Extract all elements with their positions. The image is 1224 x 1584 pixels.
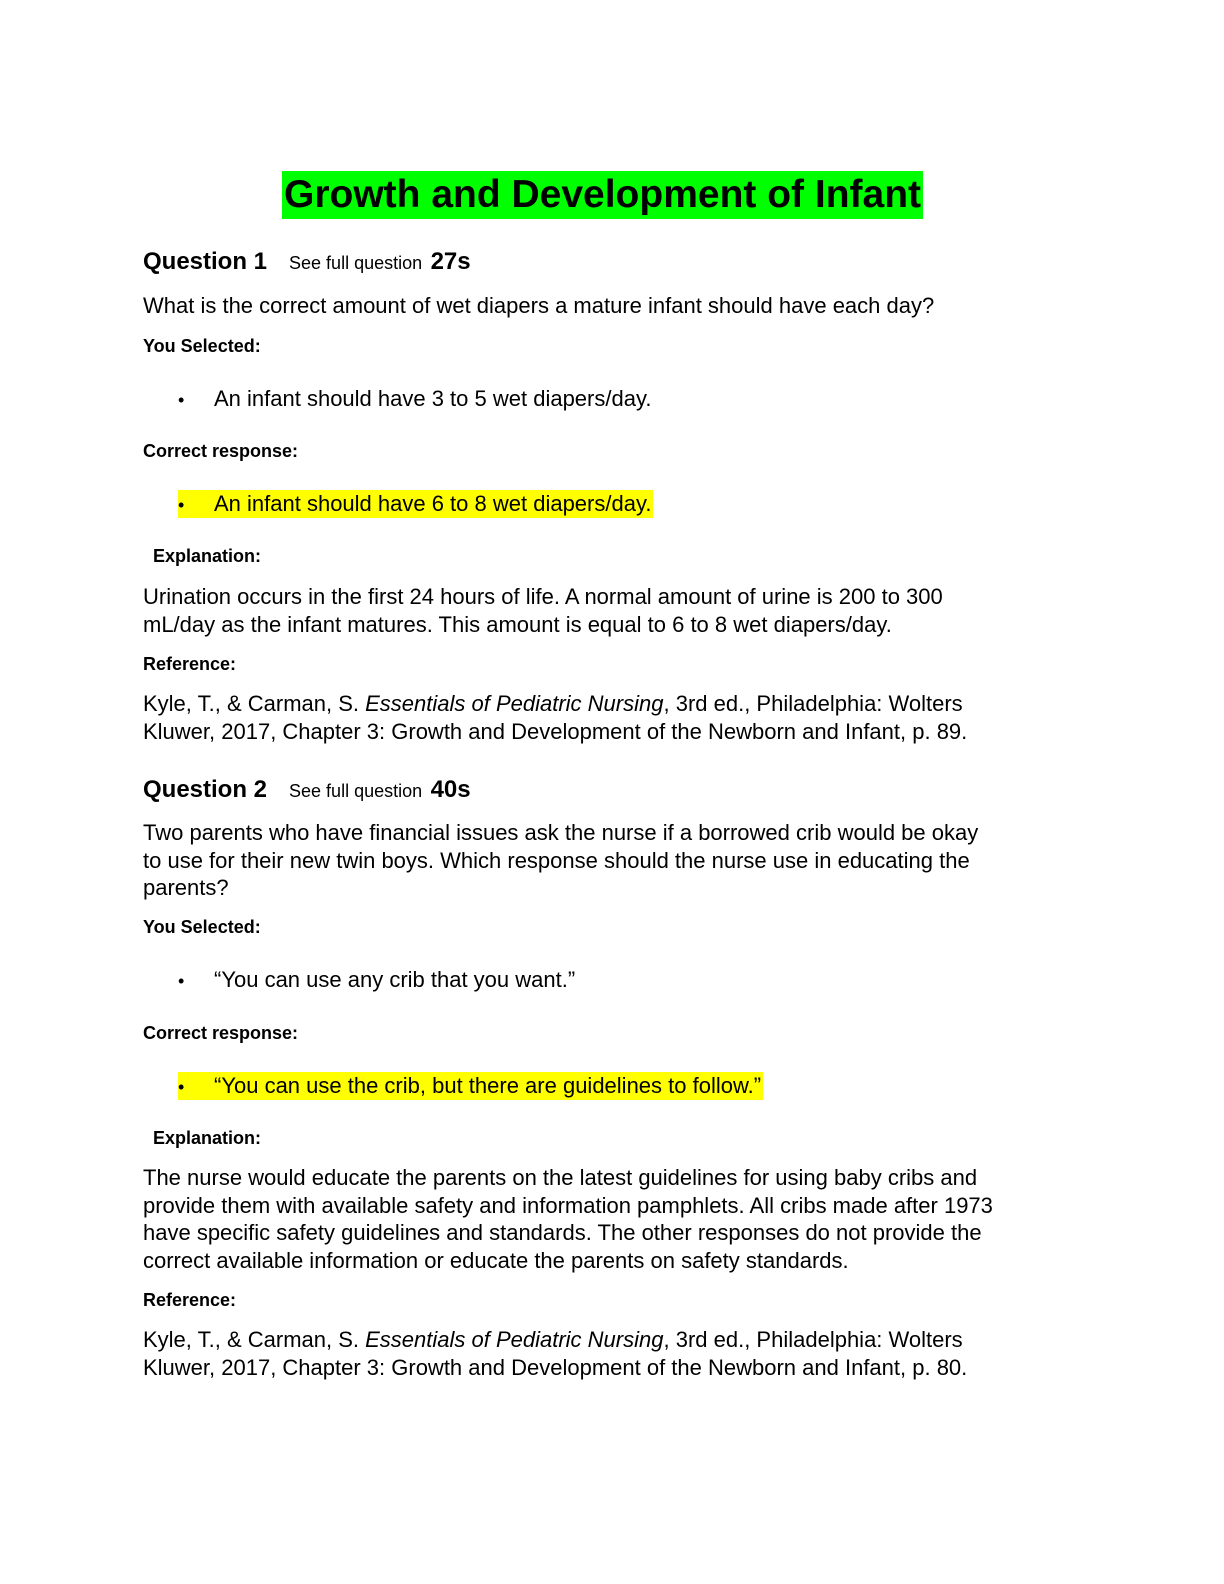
reference-book-title: Essentials of Pediatric Nursing <box>365 691 664 716</box>
correct-answer-text: An infant should have 6 to 8 wet diapers/day. <box>214 491 652 516</box>
reference-line: Kluwer, 2017, Chapter 3: Growth and Development of the Newborn and Infant, p. 80. <box>143 1354 968 1380</box>
question-text: What is the correct amount of wet diapers a mature infant should have each day? <box>143 293 935 318</box>
explanation-line: mL/day as the infant matures. This amount is equal to 6 to 8 wet diapers/day. <box>143 611 892 637</box>
bullet-icon: • <box>178 495 185 515</box>
explanation-line: have specific safety guidelines and standards. The other responses do not provide the <box>143 1220 982 1245</box>
question-1-header <box>143 248 471 277</box>
correct-response-label: Correct response: <box>143 1023 299 1043</box>
question-time: 40s <box>430 776 471 803</box>
explanation-text <box>143 583 943 638</box>
correct-answer <box>178 1072 763 1100</box>
question-time: 27s <box>430 248 471 275</box>
reference-line <box>143 1326 967 1354</box>
bullet-icon: • <box>178 390 185 410</box>
question-number: Question 2 <box>143 776 268 803</box>
question-text <box>143 819 978 902</box>
correct-answer <box>178 490 653 518</box>
reference-line <box>143 690 967 718</box>
see-full-question-link[interactable]: See full question <box>289 781 423 801</box>
explanation-label: Explanation: <box>153 1128 262 1148</box>
question-line: parents? <box>143 875 229 900</box>
you-selected-label: You Selected: <box>143 336 261 356</box>
explanation-text <box>143 1164 993 1274</box>
reference-authors: Kyle, T., & Carman, S. <box>143 1327 366 1352</box>
question-line: to use for their new twin boys. Which response should the nurse use in educating the <box>143 847 970 873</box>
explanation-line: The nurse would educate the parents on the latest guidelines for using baby cribs and <box>143 1165 978 1190</box>
selected-answer <box>178 966 575 994</box>
bullet-icon: • <box>178 1077 185 1097</box>
question-line: Two parents who have financial issues ask the nurse if a borrowed crib would be okay <box>143 820 979 845</box>
question-number: Question 1 <box>143 248 268 275</box>
you-selected-label: You Selected: <box>143 917 261 937</box>
reference-line: Kluwer, 2017, Chapter 3: Growth and Development of the Newborn and Infant, p. 89. <box>143 718 968 744</box>
selected-answer-text: An infant should have 3 to 5 wet diapers/day. <box>214 386 652 411</box>
explanation-line: provide them with available safety and information pamphlets. All cribs made after 1973 <box>143 1192 993 1218</box>
correct-response-label: Correct response: <box>143 441 299 461</box>
correct-answer-text: “You can use the crib, but there are guidelines to follow.” <box>214 1073 762 1098</box>
selected-answer-text: “You can use any crib that you want.” <box>214 967 576 992</box>
selected-answer <box>178 385 651 413</box>
explanation-label: Explanation: <box>153 546 262 566</box>
reference-details: , 3rd ed., Philadelphia: Wolters <box>663 1327 963 1352</box>
explanation-line: Urination occurs in the first 24 hours of life. A normal amount of urine is 200 to 300 <box>143 584 943 609</box>
reference-text <box>143 1326 967 1381</box>
reference-label: Reference: <box>143 1290 237 1310</box>
reference-authors: Kyle, T., & Carman, S. <box>143 691 366 716</box>
reference-details: , 3rd ed., Philadelphia: Wolters <box>663 691 963 716</box>
reference-label: Reference: <box>143 654 237 674</box>
reference-text <box>143 690 967 745</box>
question-2-header <box>143 776 471 805</box>
explanation-line: correct available information or educate the parents on safety standards. <box>143 1247 849 1273</box>
page-title: Growth and Development of Infant <box>282 171 923 219</box>
see-full-question-link[interactable]: See full question <box>289 253 423 273</box>
reference-book-title: Essentials of Pediatric Nursing <box>365 1327 664 1352</box>
bullet-icon: • <box>178 971 185 991</box>
